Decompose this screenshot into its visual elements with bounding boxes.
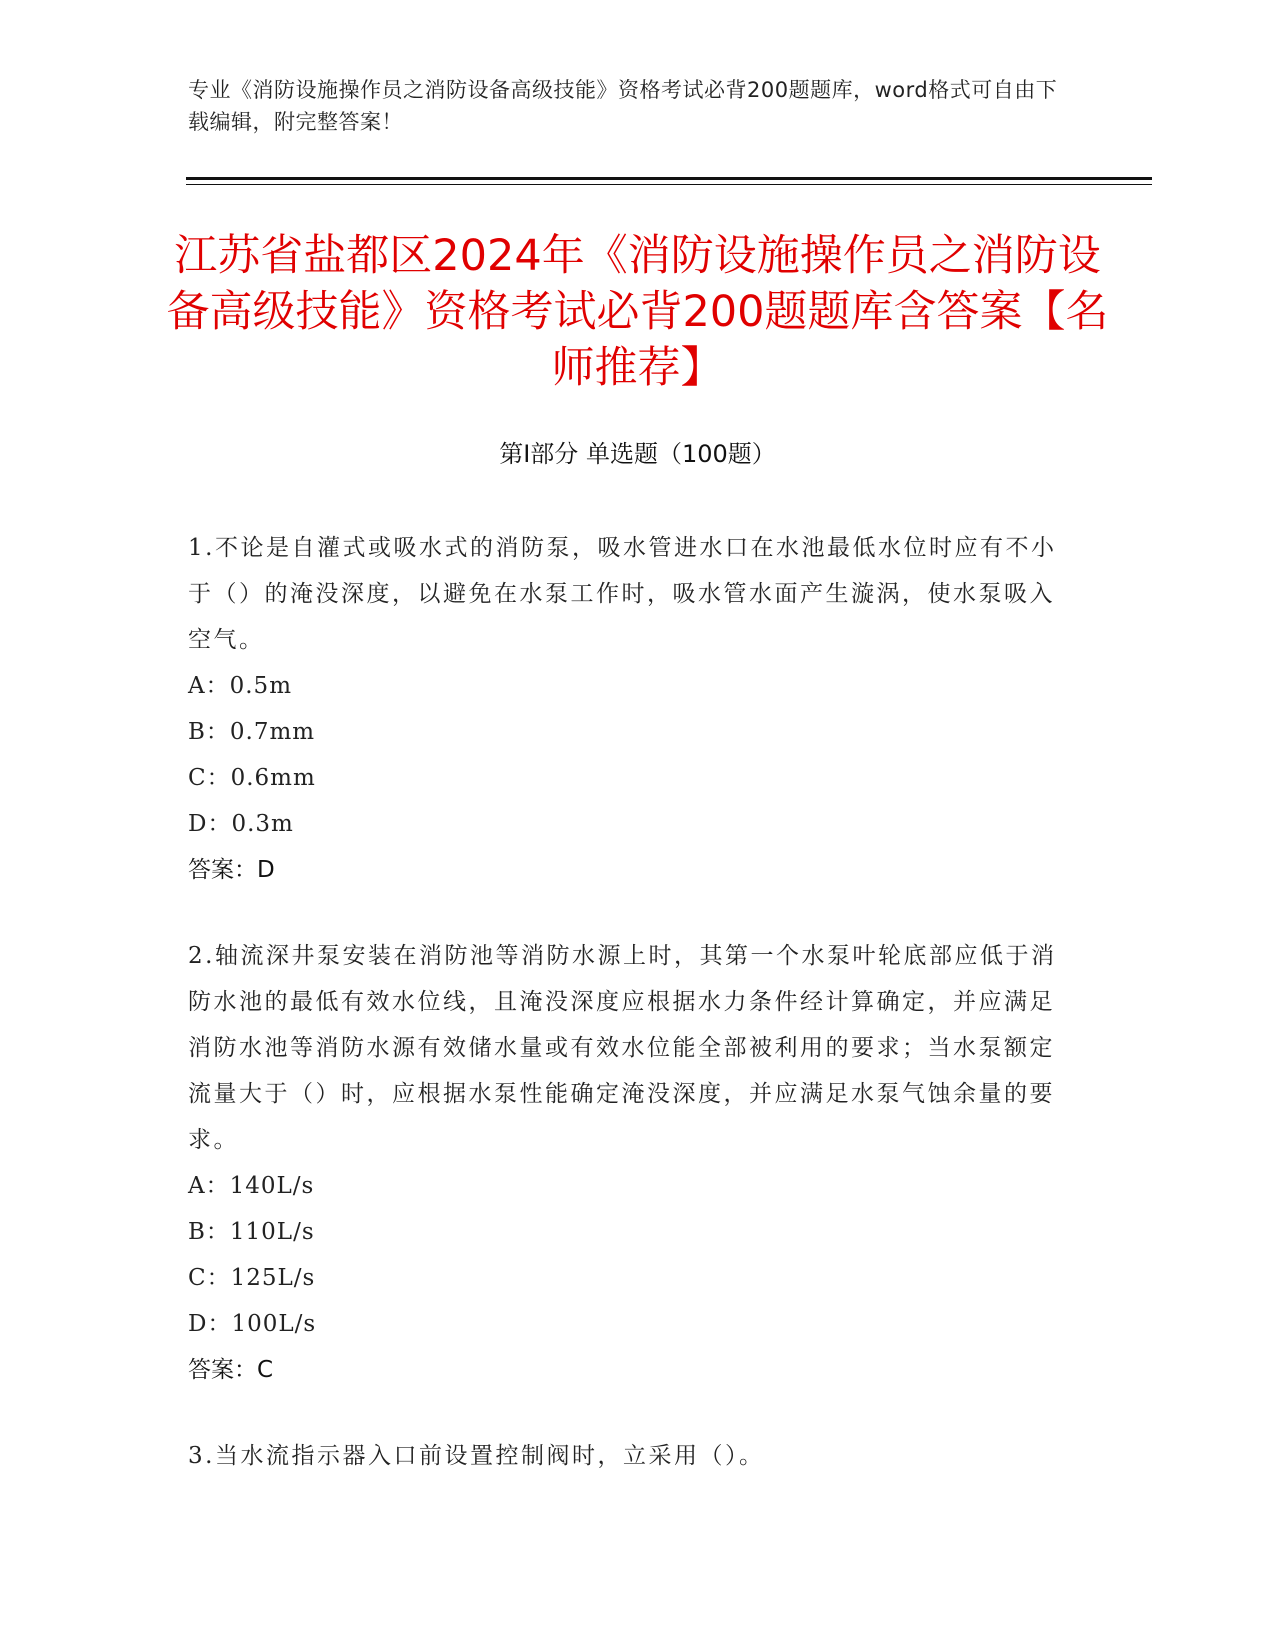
option-a: A：0.5m [188,673,292,699]
section-title: 第I部分 单选题（100题） [499,440,776,468]
option-d: D：0.3m [188,811,294,837]
option-c: C：125L/s [188,1265,316,1291]
question-list [188,525,1068,1519]
option-d: D：100L/s [188,1311,317,1337]
question-item [188,1433,1068,1479]
header-rule-thick [186,177,1152,180]
document-title: 江苏省盐都区2024年《消防设施操作员之消防设备高级技能》资格考试必背200题题库含答案【名师推荐】 [166,231,1109,393]
question-text: 3.当水流指示器入口前设置控制阀时，立采用（）。 [188,1443,765,1469]
option-a: A：140L/s [188,1173,315,1199]
header-rule-thin [186,184,1152,185]
header-note: 专业《消防设施操作员之消防设备高级技能》资格考试必背200题题库，word格式可自由下载编辑，附完整答案！ [188,78,1058,134]
question-text: 2.轴流深井泵安装在消防池等消防水源上时，其第一个水泵叶轮底部应低于消防水池的最低有效水位线，且淹没深度应根据水力条件经计算确定，并应满足消防水池等消防水源有效储水量或有效水位能全部被利用的要求；当水泵额定流量大于（）时，应根据水泵性能确定淹没深度，并应满足水泵气蚀余量的要求。 [188,943,1057,1153]
answer-text: 答案：C [188,1357,274,1383]
option-b: B：0.7mm [188,719,316,745]
question-item [188,525,1068,893]
option-b: B：110L/s [188,1219,315,1245]
question-item [188,933,1068,1393]
option-c: C：0.6mm [188,765,316,791]
answer-text: 答案：D [188,857,275,883]
question-text: 1.不论是自灌式或吸水式的消防泵，吸水管进水口在水池最低水位时应有不小于（）的淹没深度，以避免在水泵工作时，吸水管水面产生漩涡，使水泵吸入空气。 [188,535,1057,653]
